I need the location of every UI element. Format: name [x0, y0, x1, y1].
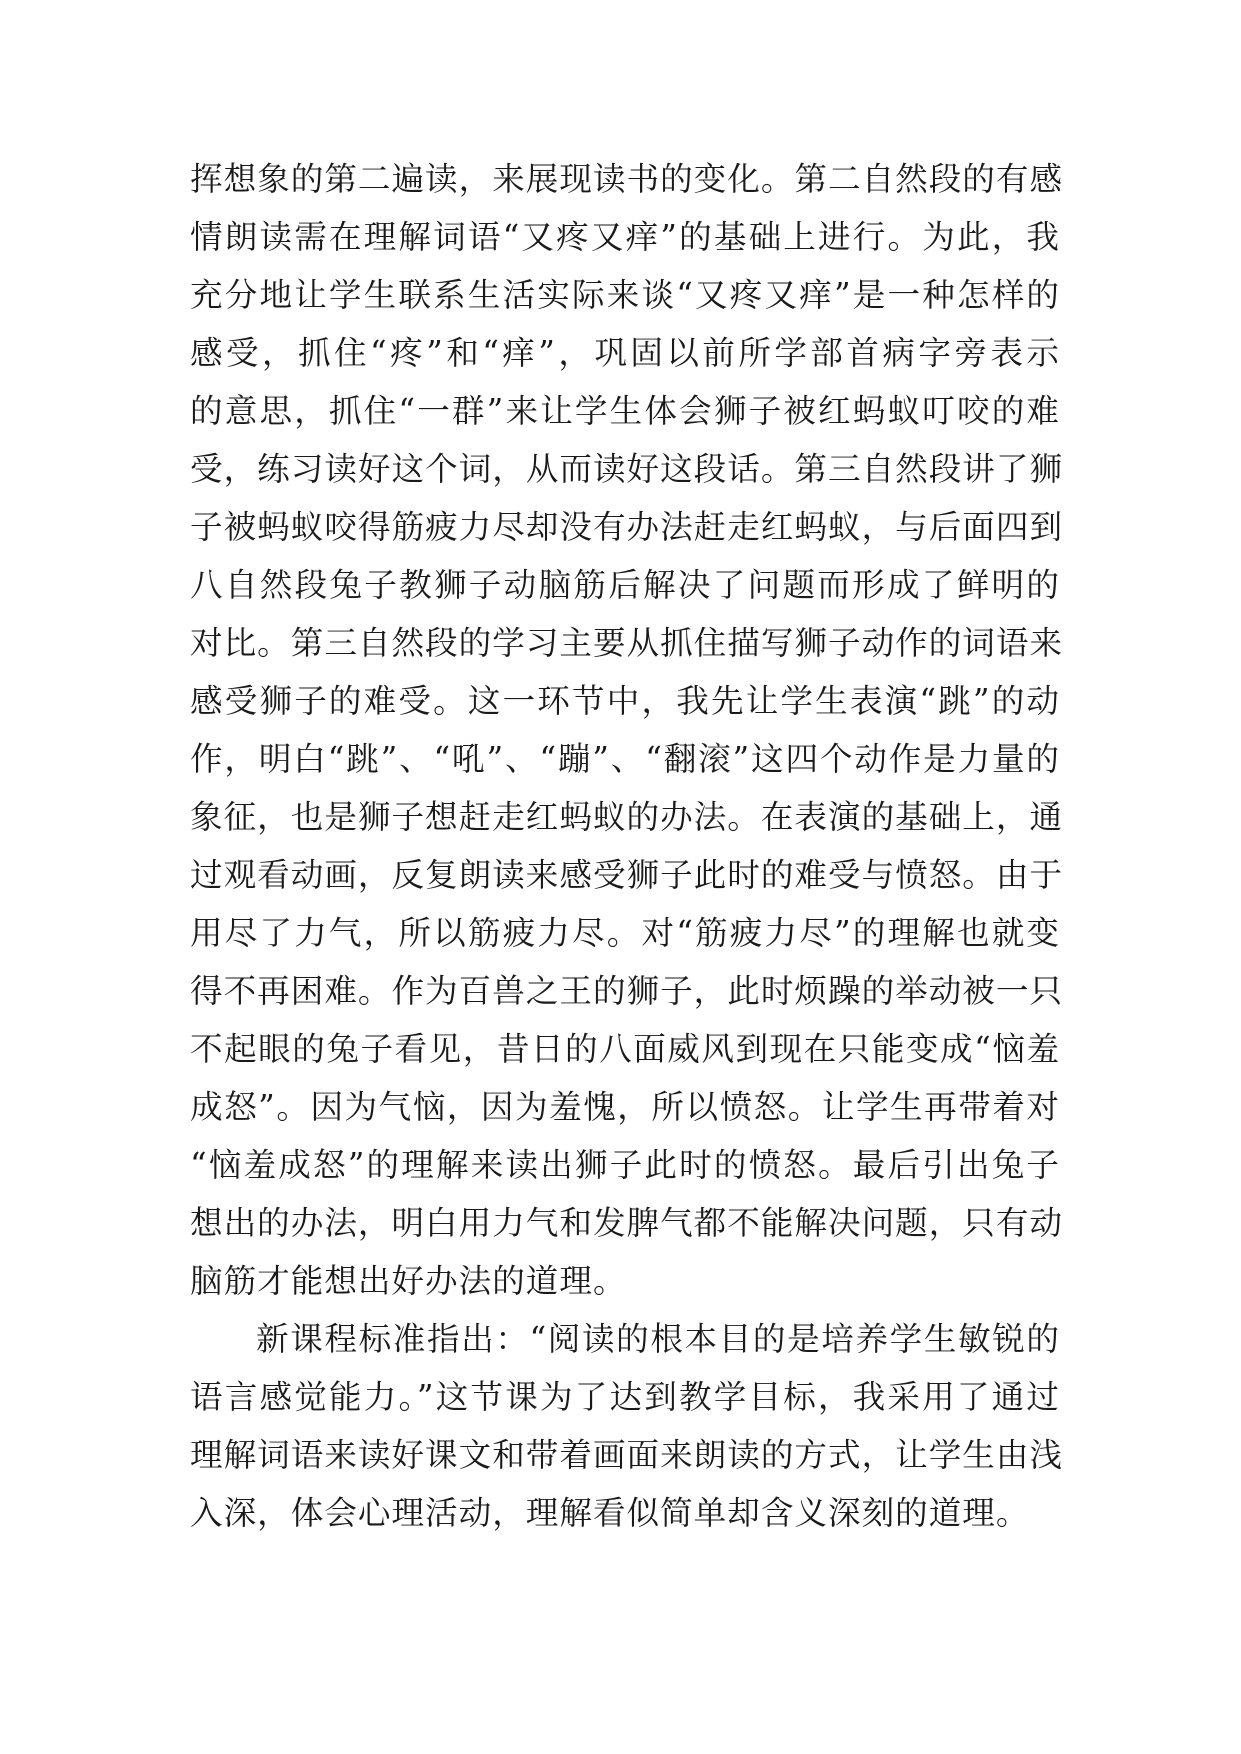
text-line: 作，明白“跳”、“吼”、“蹦”、“翻滚”这四个动作是力量的	[190, 740, 1060, 778]
text-line: 入深，体会心理活动，理解看似简单却含义深刻的道理。	[190, 1494, 1030, 1532]
text-line: 理解词语来读好课文和带着画面来朗读的方式，让学生由浅	[190, 1436, 1064, 1474]
text-line: 受，练习读好这个词，从而读好这段话。第三自然段讲了狮	[190, 450, 1064, 488]
text-line: 语言感觉能力。”这节课为了达到教学目标，我采用了通过	[190, 1378, 1060, 1416]
text-line: 过观看动画，反复朗读来感受狮子此时的难受与愤怒。由于	[190, 856, 1064, 894]
text-line: “恼羞成怒”的理解来读出狮子此时的愤怒。最后引出兔子	[190, 1146, 1060, 1184]
text-line: 成怒”。因为气恼，因为羞愧，所以愤怒。让学生再带着对	[190, 1088, 1060, 1126]
text-line: 挥想象的第二遍读，来展现读书的变化。第二自然段的有感	[190, 160, 1064, 198]
body-text	[190, 154, 1064, 1546]
text-line: 用尽了力气，所以筋疲力尽。对“筋疲力尽”的理解也就变	[190, 914, 1060, 952]
text-line: 充分地让学生联系生活实际来谈“又疼又痒”是一种怎样的	[190, 276, 1060, 314]
text-line: 想出的办法，明白用力气和发脾气都不能解决问题，只有动	[190, 1204, 1064, 1242]
text-line: 八自然段兔子教狮子动脑筋后解决了问题而形成了鲜明的	[190, 566, 1060, 604]
text-line: 不起眼的兔子看见，昔日的八面威风到现在只能变成“恼羞	[190, 1030, 1060, 1068]
text-line: 的意思，抓住“一群”来让学生体会狮子被红蚂蚁叮咬的难	[190, 392, 1060, 430]
text-line: 感受，抓住“疼”和“痒”，巩固以前所学部首病字旁表示	[190, 334, 1060, 372]
text-line: 情朗读需在理解词语“又疼又痒”的基础上进行。为此，我	[190, 218, 1060, 256]
text-line: 新课程标准指出：“阅读的根本目的是培养学生敏锐的	[256, 1320, 1060, 1358]
text-line: 脑筋才能想出好办法的道理。	[190, 1262, 627, 1300]
text-line: 象征，也是狮子想赶走红蚂蚁的办法。在表演的基础上，通	[190, 798, 1064, 836]
text-line: 得不再困难。作为百兽之王的狮子，此时烦躁的举动被一只	[190, 972, 1064, 1010]
paragraph-2	[190, 1314, 1064, 1538]
text-line: 子被蚂蚁咬得筋疲力尽却没有办法赶走红蚂蚁，与后面四到	[190, 508, 1064, 546]
text-line: 感受狮子的难受。这一环节中，我先让学生表演“跳”的动	[190, 682, 1060, 720]
text-line: 对比。第三自然段的学习主要从抓住描写狮子动作的词语来	[190, 624, 1064, 662]
paragraph-1	[190, 154, 1064, 1306]
